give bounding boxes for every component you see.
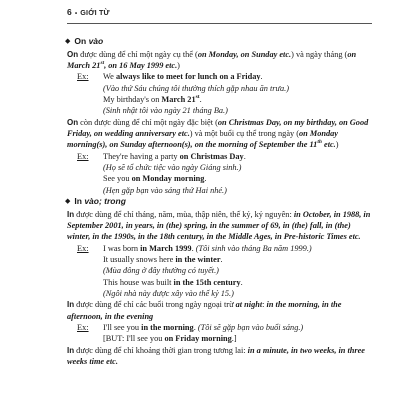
example-sentence: [BUT: I'll see you on Friday morning.] (103, 334, 237, 344)
paragraph-on-dates: On được dùng để chỉ một ngày cụ thể (on Monday, on Sunday etc.) và ngày tháng (on March 21st, on 16 May 1999 etc.) (67, 49, 357, 71)
example-translation: (Họ sẽ tổ chức tiệc vào ngày Giáng sinh.) (103, 163, 242, 173)
section-keyword: On (74, 36, 87, 47)
example-translation: (Ngôi nhà này được xây vào thế kỷ 15.) (103, 288, 234, 298)
example-sentence: It usually snows here in the winter. (103, 254, 223, 264)
example-translation: (Vào thứ Sáu chúng tôi thường thích gặp nhau ăn trưa.) (103, 83, 290, 93)
example-sentence: I was born in March 1999. (Tôi sinh vào tháng Ba năm 1999.) (103, 243, 312, 253)
section-meaning: vào; trong (84, 196, 126, 207)
example-sentence: This house was built in the 15th century. (103, 277, 243, 287)
example-sentence: My birthday's on March 21st. (103, 94, 202, 105)
diamond-bullet-icon: ◆ (65, 198, 71, 206)
example-translation: (Mùa đông ở đây thường có tuyết.) (103, 266, 219, 276)
paragraph-on-special-days: On còn được dùng để chỉ một ngày đặc biệt (on Christmas Day, on my birthday, on Good Friday, on wedding anniversary etc.) và một buổi cụ thể trong ngày (on Monday morning(s), on Sunday afternoon(s), on the morning of September the 11th etc.) (67, 117, 369, 150)
example-translation: (Tôi sẽ gặp bạn vào buổi sáng.) (197, 322, 304, 332)
example-translation: (Tôi sinh vào tháng Ba năm 1999.) (195, 243, 312, 253)
example-block (77, 71, 372, 116)
header-rule (67, 23, 372, 24)
page-header (67, 7, 372, 20)
example-sentence: We always like to meet for lunch on a Friday. (103, 72, 263, 82)
header-title: GIỚI TỪ (80, 8, 110, 17)
example-label: Ex: (77, 72, 89, 82)
example-block (77, 243, 372, 300)
example-translation: (Sinh nhật tôi vào ngày 21 tháng Ba.) (103, 106, 228, 116)
paragraph-in-parts-of-day: In được dùng để chỉ các buổi trong ngày ngoại trừ at night: in the morning, in the afternoon, in the evening (67, 300, 342, 321)
page-number: 6 (67, 7, 72, 17)
section-keyword: In (74, 196, 82, 207)
example-label: Ex: (77, 322, 89, 332)
diamond-bullet-icon: ◆ (65, 38, 71, 46)
example-label: Ex: (77, 243, 89, 253)
example-sentence: I'll see you in the morning. (Tôi sẽ gặp bạn vào buổi sáng.) (103, 322, 304, 332)
section-meaning: vào (88, 36, 104, 47)
header-separator: • (74, 11, 78, 17)
section-heading-in (65, 196, 372, 207)
example-label: Ex: (77, 151, 89, 161)
example-sentence: See you on Monday morning. (103, 174, 207, 184)
example-block (77, 151, 372, 196)
paragraph-in-future: In được dùng để chỉ khoảng thời gian trong tương lai: in a minute, in two weeks, in three weeks time etc. (67, 345, 365, 366)
example-translation: (Hẹn gặp bạn vào sáng thứ Hai nhé.) (103, 185, 227, 195)
paragraph-in-periods: In được dùng để chỉ tháng, năm, mùa, thập niên, thế kỷ, kỷ nguyên: in October, in 1988, in September 2001, in years, in (the) spring, in the summer of 69, in (the) fall, in (the) winter, in the 1990s, in the 18th century, in the Middle Ages, in Pre-historic Times etc. (67, 209, 371, 242)
section-heading-on (65, 36, 372, 47)
example-block (77, 322, 372, 345)
example-sentence: They're having a party on Christmas Day. (103, 151, 246, 161)
